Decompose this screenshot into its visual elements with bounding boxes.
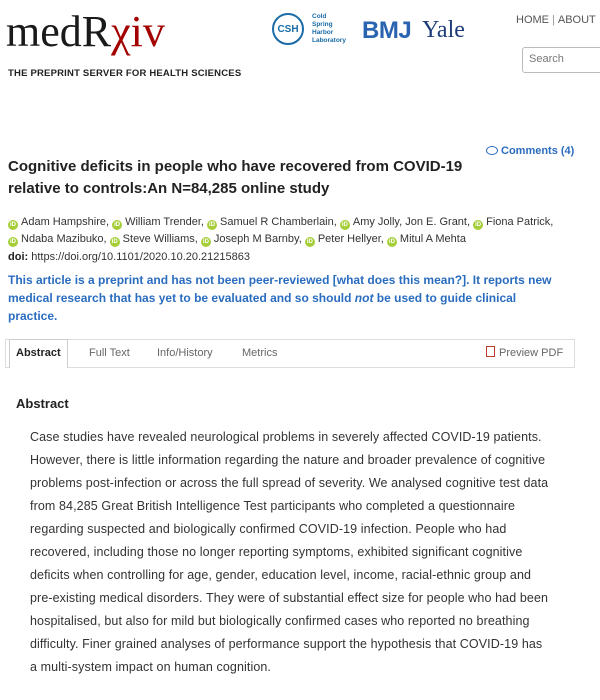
author-link[interactable] — [473, 216, 553, 228]
doi-label: doi: — [8, 251, 29, 263]
csh-line: Spring — [312, 21, 333, 28]
author-link[interactable] — [207, 216, 337, 228]
abstract-heading: Abstract — [16, 396, 69, 411]
abstract-text: Case studies have revealed neurological problems in severely affected COVID-19 patients. However, there is little information regarding the nature and broader prevalence of cognitive problems post-infection or across the full spread of severity. We analysed cognitive test data from 84,285 Great British Intelligence Test participants who completed a questionnaire regarding suspected and biologically confirmed COVID-19 infection. People who had recovered, including those no longer reporting symptoms, exhibited significant cognitive deficits when controlling for age, gender, education level, income, racial-ethnic group and pre-existing medical disorders. They were of substantial effect size for people who had been hospitalised, but also for mild but biologically confirmed cases who reported no breathing difficulty. Finer grained analyses of performance support the hypothesis that COVID-19 has a multi-system impact on human cognition. — [30, 430, 549, 674]
article-title — [8, 156, 478, 200]
orcid-icon[interactable]: iD — [388, 239, 395, 245]
author-link[interactable] — [305, 233, 384, 245]
orcid-icon[interactable]: iD — [202, 239, 209, 245]
nav-separator: | — [552, 14, 555, 26]
tab-full-text[interactable]: Full Text — [89, 347, 130, 359]
pdf-icon — [486, 346, 495, 357]
yale-logo[interactable]: Yale — [422, 17, 465, 43]
csh-logo[interactable]: CSH — [272, 13, 304, 45]
csh-line: Cold — [312, 13, 327, 20]
nav-home-link[interactable]: HOME — [516, 14, 549, 26]
author-name: Adam Hampshire, — [21, 216, 110, 228]
tab-abstract[interactable]: Abstract — [9, 339, 68, 368]
author-name: William Trender, — [125, 216, 204, 228]
article-tabs — [5, 339, 575, 368]
author-name: Samuel R Chamberlain, — [220, 216, 337, 228]
author-link[interactable] — [201, 233, 302, 245]
tab-metrics[interactable]: Metrics — [242, 347, 278, 359]
comments-link[interactable] — [486, 145, 574, 157]
author-link[interactable] — [8, 233, 107, 245]
orcid-icon[interactable]: iD — [341, 222, 348, 228]
search-input[interactable]: Search — [522, 47, 600, 73]
author-link[interactable] — [387, 233, 466, 245]
csh-text — [312, 13, 357, 45]
csh-line: Laboratory — [312, 37, 346, 44]
tagline: THE PREPRINT SERVER FOR HEALTH SCIENCES — [8, 68, 242, 79]
medrxiv-logo[interactable] — [6, 7, 165, 56]
nav-about-link[interactable]: ABOUT — [557, 14, 596, 26]
orcid-icon[interactable]: iD — [114, 222, 121, 228]
author-link[interactable] — [340, 216, 470, 228]
doi-link[interactable]: https://doi.org/10.1101/2020.10.20.21215863 — [31, 251, 250, 263]
preprint-notice — [8, 271, 568, 325]
notice-emphasis: not — [354, 291, 374, 305]
author-name: Ndaba Mazibuko, — [21, 233, 107, 245]
title-line: relative to controls:An N=84,285 online study — [8, 180, 330, 197]
logo-rx: χiv — [111, 7, 165, 56]
author-link[interactable] — [112, 216, 204, 228]
orcid-icon[interactable]: iD — [10, 222, 16, 228]
comment-icon — [486, 146, 498, 155]
author-name: Steve Williams, — [122, 233, 198, 245]
author-link[interactable] — [8, 216, 109, 228]
tab-info-history[interactable]: Info/History — [157, 347, 213, 359]
notice-text: This article is a preprint and has not been peer-reviewed [what does this mean?]. It reports new medical research that has yet to be evaluated and so should — [8, 273, 552, 305]
orcid-icon[interactable]: iD — [10, 239, 16, 245]
author-name: Fiona Patrick, — [486, 216, 554, 228]
author-name: Amy Jolly, Jon E. Grant, — [352, 216, 471, 228]
comments-label: Comments (4) — [501, 145, 575, 157]
orcid-icon[interactable]: iD — [306, 239, 313, 245]
csh-line: Harbor — [312, 29, 334, 36]
author-link[interactable] — [110, 233, 198, 245]
notice-text: be used to guide clinical practice. — [8, 291, 517, 323]
title-line: Cognitive deficits in people who have recovered from COVID-19 — [8, 158, 463, 175]
logo-text: medR — [6, 7, 112, 56]
bmj-logo[interactable]: BMJ — [362, 17, 412, 44]
orcid-icon[interactable]: iD — [209, 222, 216, 228]
author-name: Joseph M Barnby, — [213, 233, 302, 245]
orcid-icon[interactable]: iD — [111, 239, 118, 245]
author-name: Peter Hellyer, — [317, 233, 384, 245]
orcid-icon[interactable]: iD — [475, 222, 482, 228]
doi-line — [8, 251, 250, 263]
author-name: Mitul A Mehta — [399, 233, 466, 245]
pdf-label: Preview PDF — [499, 347, 564, 359]
top-nav — [516, 14, 596, 26]
author-list — [8, 214, 588, 248]
tab-preview-pdf[interactable] — [486, 340, 563, 367]
